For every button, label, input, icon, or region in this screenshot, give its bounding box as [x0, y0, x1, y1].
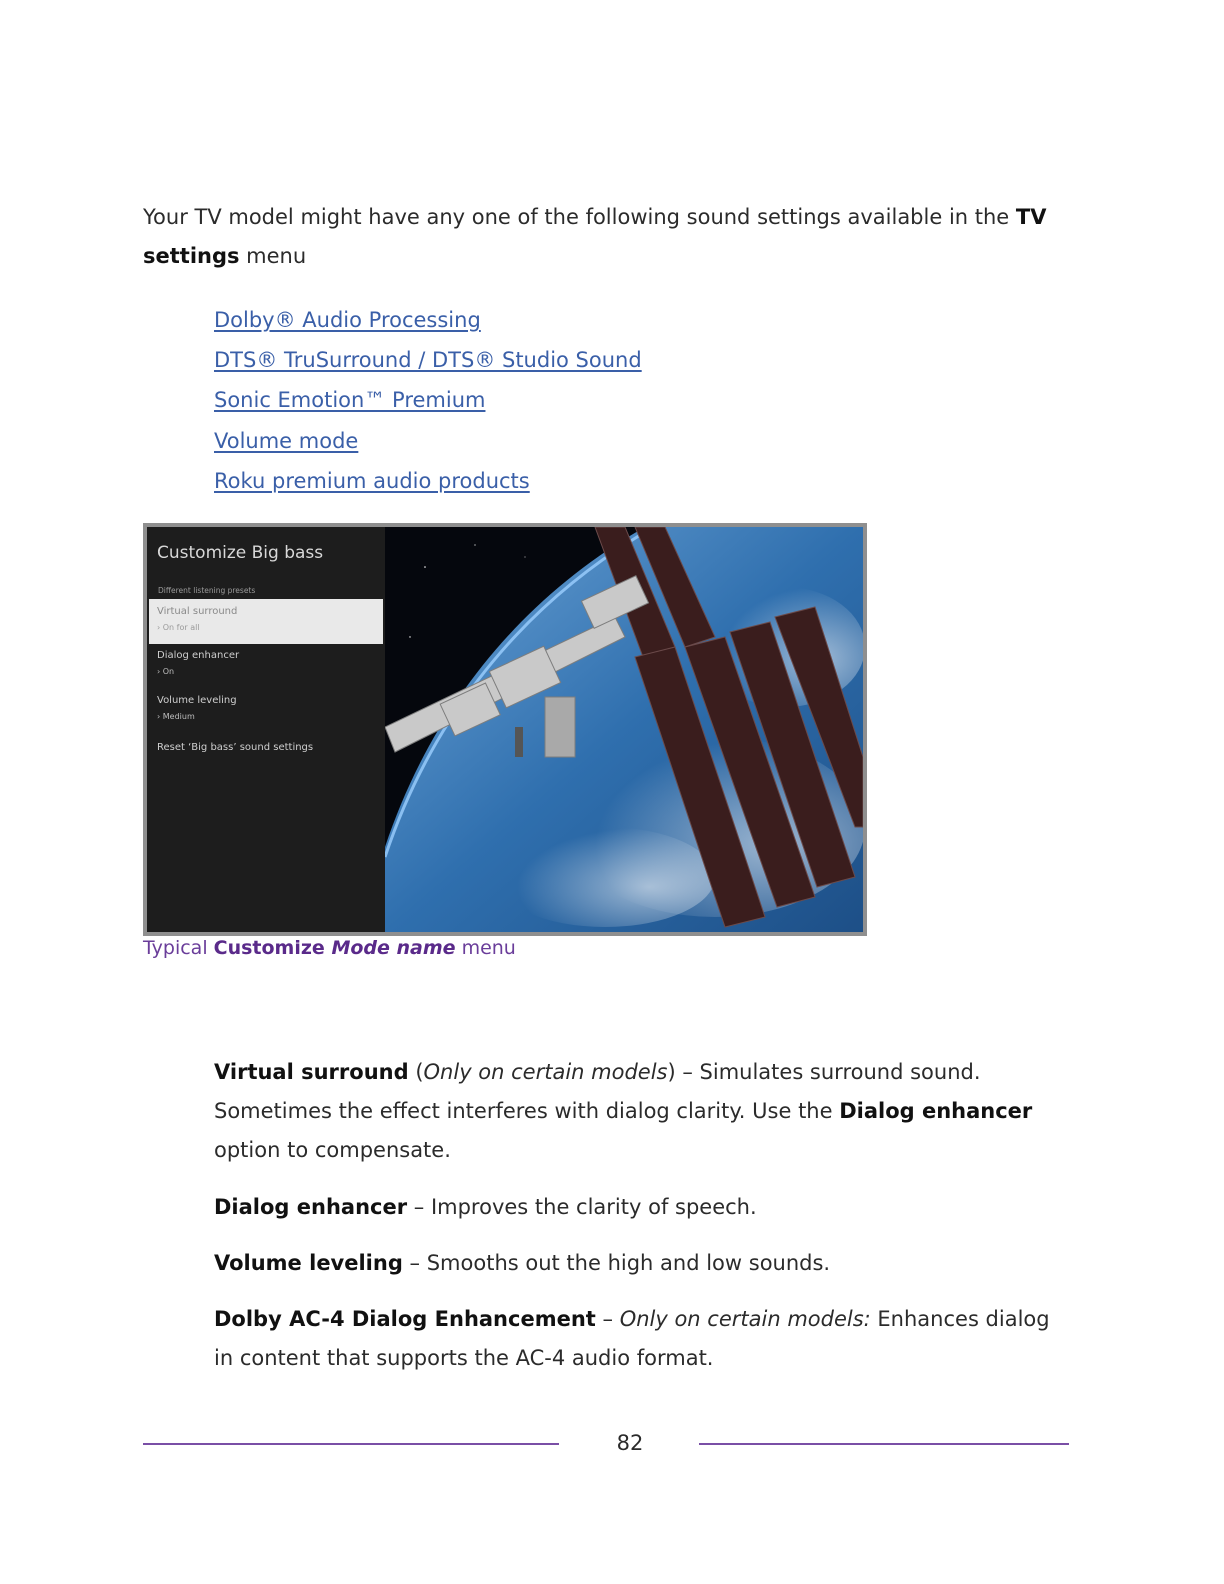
- link-sonic-emotion[interactable]: Sonic Emotion™ Premium: [214, 388, 486, 413]
- note-italic: Only on certain models: [423, 1060, 668, 1084]
- option-virtual-surround[interactable]: [149, 599, 383, 644]
- link-volume-mode[interactable]: Volume mode: [214, 428, 359, 453]
- text: ) – Simulates surround sound. Sometimes the effect interferes with dialog clarity. Use the: [214, 1060, 981, 1123]
- term: Dialog enhancer: [214, 1195, 408, 1219]
- link-dolby-audio[interactable]: Dolby® Audio Processing: [214, 308, 481, 332]
- list-item: [214, 380, 642, 420]
- space-station-image: [385, 527, 863, 932]
- definition-dialog-enhancer: [214, 1188, 1074, 1227]
- figure-caption: [143, 937, 516, 959]
- caption-post: menu: [455, 937, 516, 959]
- option-label: Volume leveling: [157, 695, 237, 706]
- text: option to compensate.: [214, 1138, 451, 1162]
- caption-mode-name: Mode name: [331, 937, 456, 959]
- definition-volume-leveling: [214, 1244, 1074, 1283]
- footer-rule-right: [699, 1443, 1069, 1445]
- intro-text: Your TV model might have any one of the following sound settings available in the: [143, 205, 1016, 229]
- text: –: [595, 1307, 620, 1331]
- list-item: [214, 461, 642, 501]
- tv-screenshot: [143, 523, 867, 936]
- option-value: › On: [157, 667, 175, 676]
- list-item: [214, 340, 642, 380]
- link-roku-audio[interactable]: Roku premium audio products: [214, 468, 530, 493]
- term: Virtual surround: [214, 1060, 409, 1084]
- list-item: [214, 421, 642, 461]
- option-dialog-enhancer[interactable]: [149, 643, 383, 688]
- intro-tv-settings: TV settings: [143, 205, 1047, 268]
- note-italic: Only on certain models:: [619, 1307, 871, 1331]
- caption-bold: Customize: [213, 937, 332, 959]
- panel-subtitle: Different listening presets: [158, 586, 256, 595]
- option-value: › Medium: [157, 712, 195, 721]
- caption-pre: Typical: [143, 937, 214, 959]
- list-item: [214, 300, 642, 340]
- definition-virtual-surround: [214, 1053, 1074, 1170]
- text: Enhances dialog in content that supports the AC-4 audio format.: [214, 1307, 1050, 1370]
- link-dts[interactable]: DTS® TruSurround / DTS® Studio Sound: [214, 348, 642, 373]
- option-label: Dialog enhancer: [157, 650, 240, 661]
- intro-text-end: menu: [239, 244, 307, 268]
- term: Dolby AC-4 Dialog Enhancement: [214, 1307, 596, 1331]
- settings-panel: [147, 527, 385, 932]
- sound-settings-links: [214, 300, 642, 501]
- text: – Smooths out the high and low sounds.: [402, 1251, 831, 1275]
- option-value: › On for all: [157, 623, 200, 632]
- term-inline: Dialog enhancer: [839, 1099, 1033, 1123]
- option-volume-leveling[interactable]: [149, 688, 383, 733]
- reset-sound-settings[interactable]: Reset ‘Big bass’ sound settings: [157, 742, 314, 753]
- text: – Improves the clarity of speech.: [407, 1195, 757, 1219]
- panel-title: Customize Big bass: [157, 543, 324, 563]
- intro-paragraph: [143, 198, 1083, 276]
- text: (: [408, 1060, 424, 1084]
- term: Volume leveling: [214, 1251, 403, 1275]
- page-number: 82: [616, 1431, 644, 1455]
- option-label: Virtual surround: [157, 606, 238, 617]
- definition-dolby-ac4: [214, 1300, 1074, 1378]
- footer-rule-left: [143, 1443, 559, 1445]
